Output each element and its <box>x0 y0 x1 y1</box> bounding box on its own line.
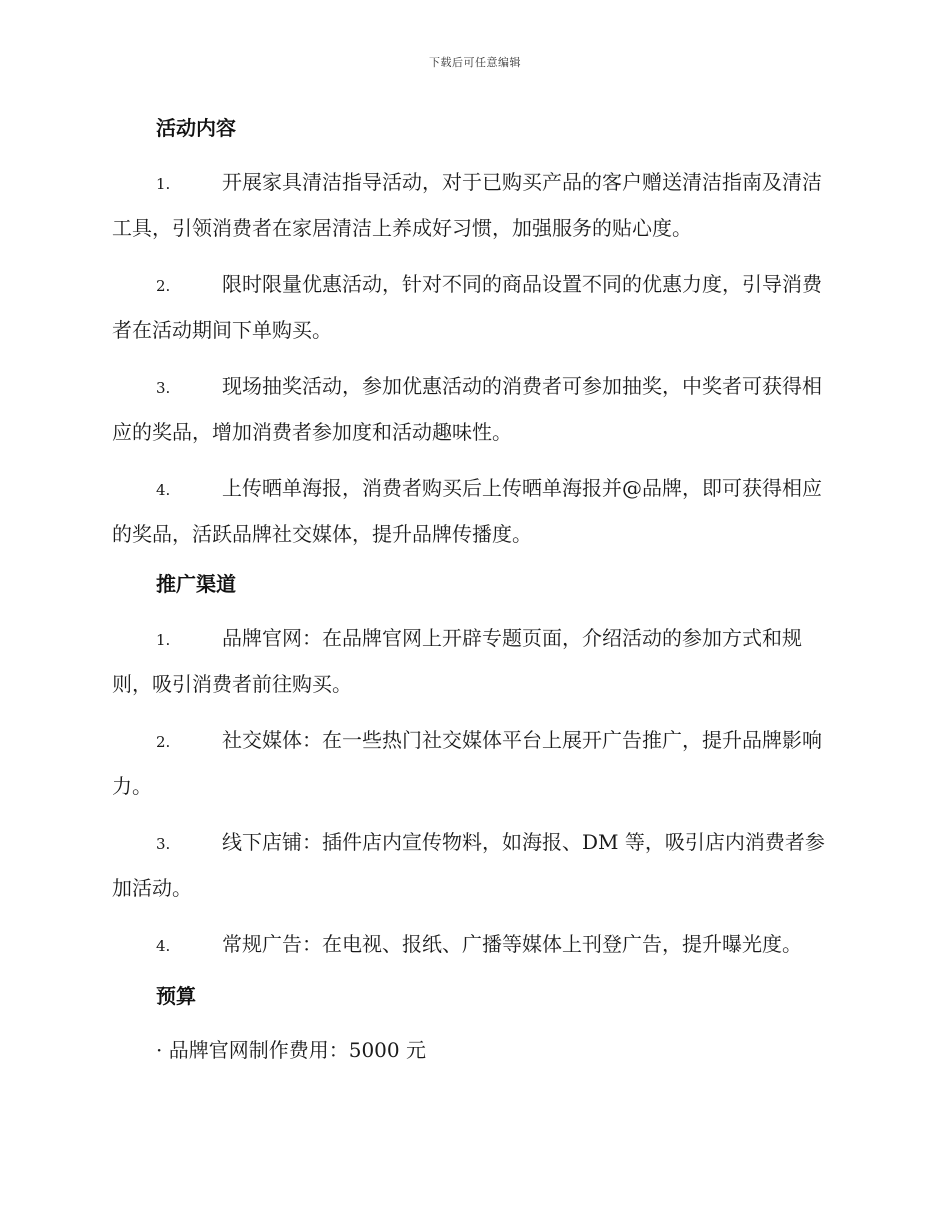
list-item-text: 现场抽奖活动，参加优惠活动的消费者可参加抽奖，中奖者可获得相应的奖品，增加消费者参加度和活动趣味性。 <box>112 374 822 444</box>
list-item-text: 常规广告：在电视、报纸、广播等媒体上刊登广告，提升曝光度。 <box>222 932 802 956</box>
list-item-text: 线下店铺：插件店内宣传物料，如海报、DM 等，吸引店内消费者参加活动。 <box>112 830 825 900</box>
list-item <box>112 922 838 968</box>
list-item-text: 开展家具清洁指导活动，对于已购买产品的客户赠送清洁指南及清洁工具，引领消费者在家居清洁上养成好习惯，加强服务的贴心度。 <box>112 170 822 240</box>
list-item <box>112 718 838 808</box>
list-item-number: 1. <box>156 631 171 649</box>
document-body <box>112 108 838 1072</box>
list-item-number: 2. <box>156 733 171 751</box>
list-item-text: 品牌官网：在品牌官网上开辟专题页面，介绍活动的参加方式和规则，吸引消费者前往购买。 <box>112 626 802 696</box>
list-item-text: 社交媒体：在一些热门社交媒体平台上展开广告推广，提升品牌影响力。 <box>112 728 822 798</box>
list-item <box>112 364 838 454</box>
section-heading-budget: 预算 <box>156 984 196 1008</box>
list-item-number: 3. <box>156 379 171 397</box>
list-item <box>112 160 838 250</box>
list-item <box>112 820 838 910</box>
list-item <box>112 466 838 556</box>
list-item-number: 1. <box>156 175 171 193</box>
list-item-number: 4. <box>156 481 171 499</box>
list-item-text: 限时限量优惠活动，针对不同的商品设置不同的优惠力度，引导消费者在活动期间下单购买。 <box>112 272 822 342</box>
list-item-number: 3. <box>156 835 171 853</box>
list-item-text: 上传晒单海报，消费者购买后上传晒单海报并@品牌，即可获得相应的奖品，活跃品牌社交媒体，提升品牌传播度。 <box>112 476 822 546</box>
list-item-number: 2. <box>156 277 171 295</box>
list-item-number: 4. <box>156 937 171 955</box>
header-note: 下载后可任意编辑 <box>429 56 521 69</box>
section-heading-activities: 活动内容 <box>156 116 236 140</box>
list-item <box>112 616 838 706</box>
budget-line-item: · 品牌官网制作费用：5000 元 <box>156 1038 426 1062</box>
list-item <box>112 262 838 352</box>
section-heading-channels: 推广渠道 <box>156 572 236 596</box>
